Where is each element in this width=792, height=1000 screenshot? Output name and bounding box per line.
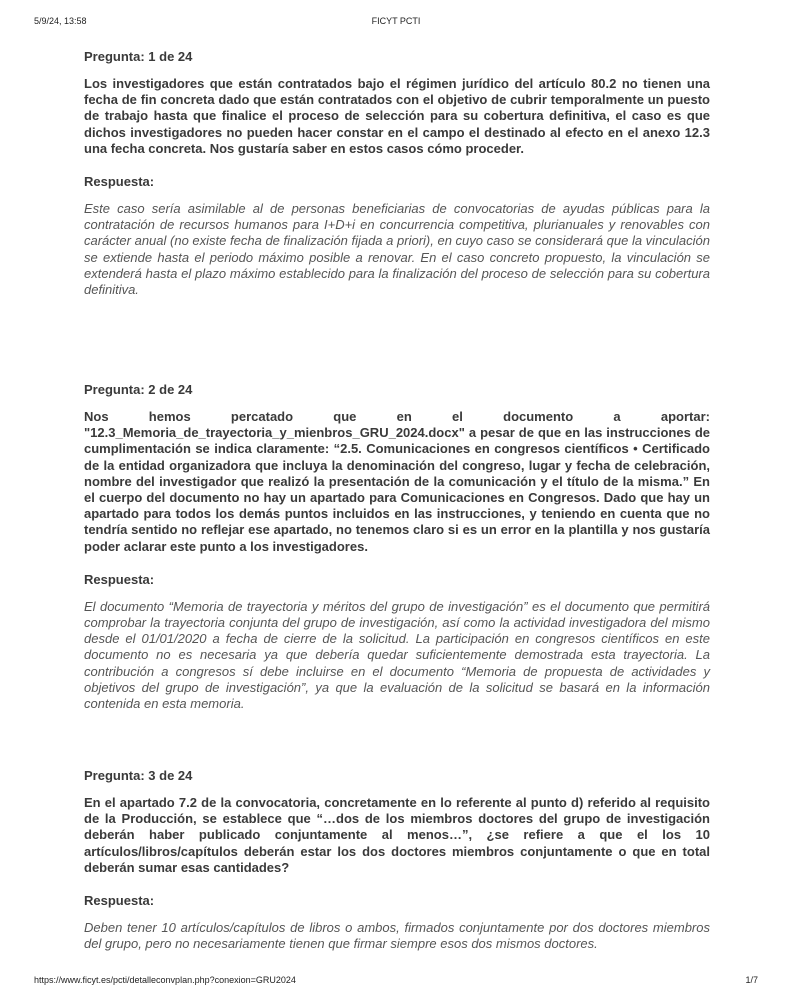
faq-item: [84, 382, 710, 712]
question-text: En el apartado 7.2 de la convocatoria, concretamente en lo referente al punto d) referido al requisito de la Producción, se establece que “…dos de los miembros doctores del grupo de investigación deberán haber publicado conjuntamente al menos…”, ¿se refiere a que el los 10 artículos/libros/capítulos deberán estar los dos doctores miembros conjuntamente o que en total deberán sumar esas cantidades?: [84, 795, 710, 875]
answer-label: Respuesta:: [84, 571, 155, 587]
answer-text: Deben tener 10 artículos/capítulos de libros o ambos, firmados conjuntamente por dos doctores miembros del grupo, pero no necesariamente tienen que firmar siempre esos dos mismos doctores.: [84, 920, 710, 952]
faq-item: [84, 49, 710, 298]
answer-label: Respuesta:: [84, 174, 155, 190]
print-datetime: 5/9/24, 13:58: [34, 16, 87, 26]
faq-item: [84, 768, 710, 952]
page-url: https://www.ficyt.es/pcti/detalleconvplan.php?conexion=GRU2024: [34, 975, 296, 985]
page-number: 1/7: [745, 975, 758, 985]
answer-text: El documento “Memoria de trayectoria y méritos del grupo de investigación” es el documento que permitirá comprobar la trayectoria conjunta del grupo de investigación, así como la actividad investigadora del mismo desde el 01/01/2020 a fecha de cierre de la solicitud. La participación en congresos científicos en este documento no es necesaria ya que debería quedar suficientemente demostrada esta trayectoria. La contribución a congresos sí debe incluirse en el documento “Memoria de propuesta de actividades y objetivos del grupo de investigación”, ya que la evaluación de la solicitud se basará en la información contenida en esta memoria.: [84, 598, 710, 712]
answer-text: Este caso sería asimilable al de personas beneficiarias de convocatorias de ayudas públicas para la contratación de recursos humanos para I+D+i en concurrencia competitiva, plurianuales y renovables con carácter anual (no existe fecha de finalización fijada a priori), en cuyo caso se considerará que la vinculación se extiende hasta el periodo máximo posible a renovar. En el caso concreto propuesto, la vinculación se extenderá hasta el plazo máximo establecido para la finalización del proceso de selección para su cobertura definitiva.: [84, 201, 710, 298]
question-number: Pregunta: 3 de 24: [84, 768, 193, 783]
question-text: Los investigadores que están contratados bajo el régimen jurídico del artículo 80.2 no tienen una fecha de fin concreta dado que están contratados con el objetivo de cubrir temporalmente un puesto de trabajo hasta que finalice el proceso de selección para su cobertura definitiva, el caso es que dichos investigadores no pueden hacer constar en el campo el destinado al efecto en el anexo 12.3 una fecha concreta. Nos gustaría saber en estos casos cómo proceder.: [84, 76, 710, 156]
answer-label: Respuesta:: [84, 893, 155, 909]
question-number: Pregunta: 2 de 24: [84, 382, 193, 397]
print-title: FICYT PCTI: [371, 16, 421, 26]
print-footer: [34, 975, 758, 987]
question-number: Pregunta: 1 de 24: [84, 49, 193, 64]
question-text: Nos hemos percatado que en el documento a aportar: "12.3_Memoria_de_trayectoria_y_mienbros_GRU_2024.docx" a pesar de que en las instrucciones de cumplimentación se indica claramente: “2.5. Comunicaciones en congresos científicos • Certificado de la entidad organizadora que incluya la denominación del congreso, lugar y fecha de celebración, nombre del investigador que realizó la presentación de la comunicación y el título de la misma.” En el cuerpo del documento no hay un apartado para Comunicaciones en Congresos. Dado que hay un apartado para todos los demás puntos incluidos en las instrucciones, y teniendo en cuenta que no tendría sentido no reflejar ese apartado, no tenemos claro si es un error en la plantilla y nos gustaría poder aclarar este punto a los investigadores.: [84, 409, 710, 554]
print-header: [34, 16, 758, 28]
